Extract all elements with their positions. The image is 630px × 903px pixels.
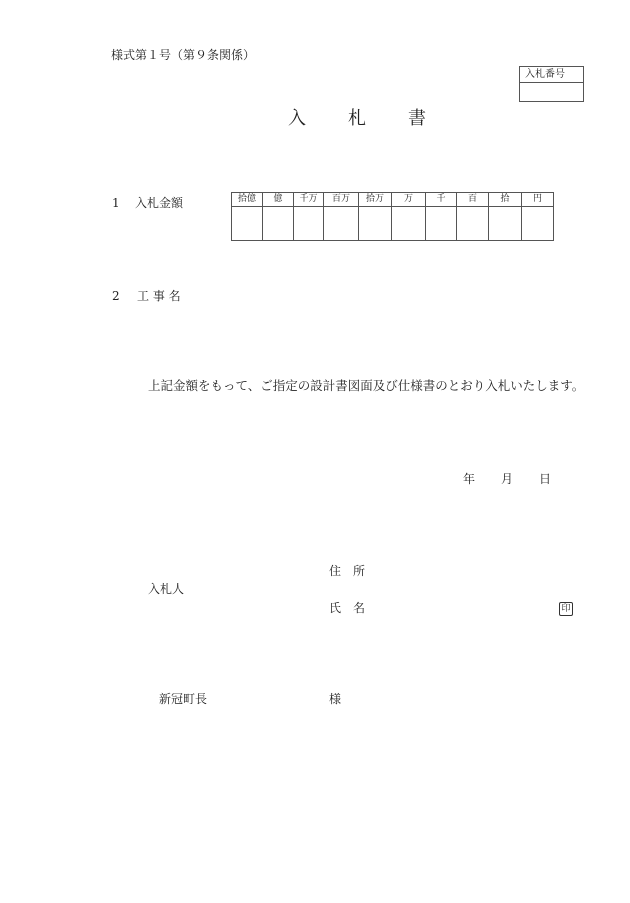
amount-column-header: 千万 <box>294 193 324 207</box>
amount-digit-cell[interactable] <box>426 207 457 241</box>
date-month: 月 <box>501 472 514 486</box>
title-char: 札 <box>348 108 366 129</box>
amount-column-header: 万 <box>392 193 426 207</box>
statement: 上記金額をもって、ご指定の設計書図面及び仕様書のとおり入札いたします。 <box>148 378 585 393</box>
form-number: 様式第１号（第９条関係） <box>111 48 256 62</box>
addressee-name: 新冠町長 <box>159 692 208 706</box>
date-line <box>463 472 577 486</box>
amount-digit-cell[interactable] <box>359 207 392 241</box>
amount-table <box>231 192 554 241</box>
amount-digit-cell[interactable] <box>232 207 263 241</box>
bid-number-label: 入札番号 <box>520 67 583 83</box>
date-year: 年 <box>463 472 476 486</box>
section2-label: 工 事 名 <box>137 289 181 303</box>
bid-number-box <box>519 66 584 102</box>
date-day: 日 <box>539 472 552 486</box>
amount-digit-cell[interactable] <box>294 207 324 241</box>
amount-digit-cell[interactable] <box>489 207 522 241</box>
amount-column-header: 拾億 <box>232 193 263 207</box>
amount-digit-cell[interactable] <box>324 207 359 241</box>
address-label: 住 所 <box>329 564 366 578</box>
amount-digit-cell[interactable] <box>392 207 426 241</box>
section1-number: 1 <box>112 196 120 210</box>
amount-column-header: 百 <box>457 193 489 207</box>
amount-column-header: 拾 <box>489 193 522 207</box>
amount-column-header: 千 <box>426 193 457 207</box>
section2-number: 2 <box>112 289 120 303</box>
section1-label: 入札金額 <box>135 196 184 210</box>
title-char: 書 <box>408 108 426 129</box>
seal-icon: 印 <box>559 602 573 616</box>
amount-digit-cell[interactable] <box>457 207 489 241</box>
seal-wrap <box>559 600 573 616</box>
amount-column-header: 億 <box>263 193 294 207</box>
title-char: 入 <box>288 108 306 129</box>
amount-column-header: 拾万 <box>359 193 392 207</box>
amount-column-header: 円 <box>522 193 554 207</box>
document-title <box>288 109 468 129</box>
bidder-label: 入札人 <box>148 582 185 596</box>
amount-digit-cell[interactable] <box>522 207 554 241</box>
amount-digit-cell[interactable] <box>263 207 294 241</box>
amount-column-header: 百万 <box>324 193 359 207</box>
addressee-honorific: 様 <box>329 692 342 706</box>
name-label: 氏 名 <box>329 601 366 615</box>
